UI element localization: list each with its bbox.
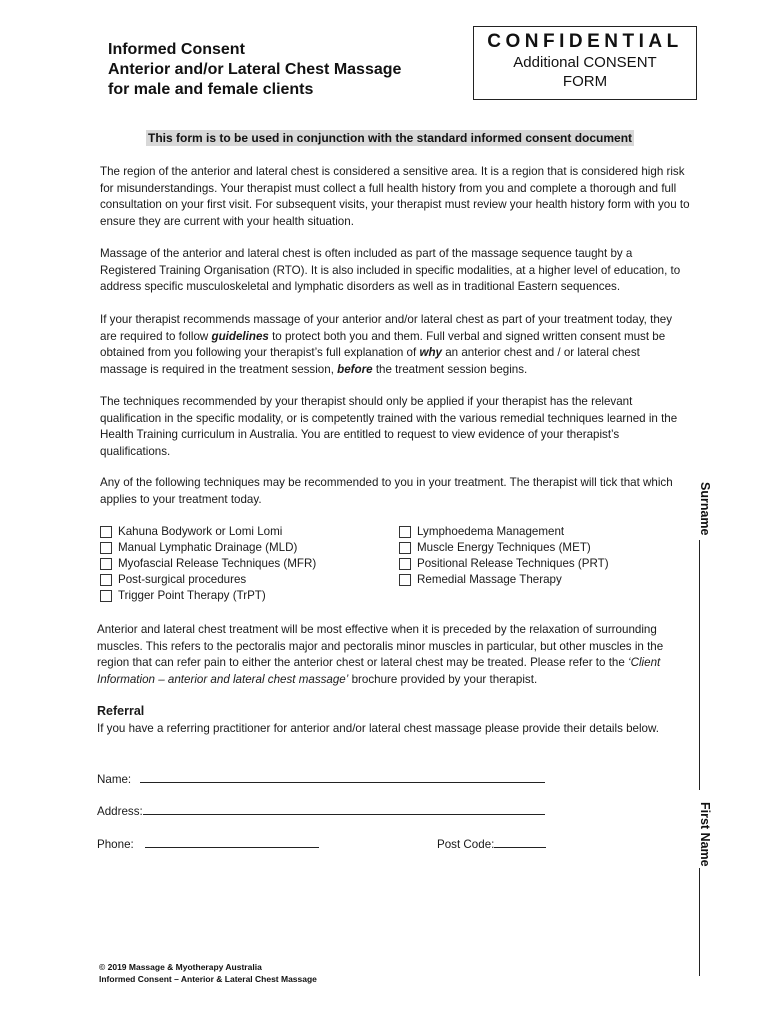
referral-name-row (97, 771, 545, 786)
technique-item[interactable]: Myofascial Release Techniques (MFR) (100, 556, 316, 572)
title-line-2: Anterior and/or Lateral Chest Massage (108, 61, 402, 78)
title-line-1: Informed Consent (108, 41, 245, 58)
guidelines-emphasis: guidelines (211, 329, 269, 343)
address-label: Address: (97, 805, 143, 818)
technique-item[interactable]: Positional Release Techniques (PRT) (399, 556, 609, 572)
referral-phone-row (97, 836, 319, 851)
first-name-label: First Name (698, 802, 712, 867)
title-line-3: for male and female clients (108, 81, 314, 98)
why-emphasis: why (419, 346, 443, 359)
address-field[interactable] (143, 803, 545, 815)
technique-item[interactable]: Post-surgical procedures (100, 572, 316, 588)
checkbox[interactable] (399, 558, 411, 570)
paragraph-1 (100, 164, 690, 230)
checkbox[interactable] (100, 526, 112, 538)
additional-consent-label: Additional CONSENT (513, 54, 657, 71)
paragraph-5 (100, 475, 680, 508)
referral-postcode-row (437, 836, 546, 851)
paragraph-3 (100, 312, 690, 378)
technique-item[interactable]: Muscle Energy Techniques (MET) (399, 540, 609, 556)
technique-item[interactable]: Lymphoedema Management (399, 524, 609, 540)
checkbox[interactable] (100, 590, 112, 602)
name-field[interactable] (140, 771, 545, 783)
techniques-right-column (399, 524, 609, 588)
checkbox[interactable] (399, 526, 411, 538)
form-label: FORM (562, 73, 608, 90)
paragraph-6-text: Anterior and lateral chest treatment will be most effective when it is preceded by the relaxation of surrounding muscles. This refers to the pectoralis major and pectoralis minor muscles in particular, but other muscles in the region that can refer pain to either the anterior chest or lateral chest may be treated. Please refer to the ‘Client Information – anterior and lateral chest massage’ brochure provided by your therapist. (97, 623, 664, 686)
first-name-field[interactable] (699, 868, 700, 976)
copyright: © 2019 Massage & Myotherapy Australia (99, 962, 262, 972)
checkbox[interactable] (399, 542, 411, 554)
paragraph-1-text: The region of the anterior and lateral chest is considered a sensitive area. It is a region that is considered high risk for misunderstandings. Your therapist must collect a full health history from you and complete a thorough and full consultation on your first visit. For subsequent visits, your therapist must review your health history form with you to ensure they are current with your health situation. (100, 165, 690, 228)
confidential-box (473, 26, 697, 100)
paragraph-5-text: Any of the following techniques may be recommended to you in your treatment. The therapist will tick that which applies to your treatment today. (100, 476, 673, 506)
referral-text: If you have a referring practitioner for anterior and/or lateral chest massage please provide their details below. (97, 722, 659, 735)
confidential-label: CONFIDENTIAL (487, 31, 683, 52)
technique-item[interactable]: Trigger Point Therapy (TrPT) (100, 588, 316, 604)
phone-field[interactable] (145, 836, 319, 848)
paragraph-4-text: The techniques recommended by your therapist should only be applied if your therapist has the relevant qualification in the specific modality, or is competently trained with the various remedial techniques learned in the Health Training curriculum in Australia. You are entitled to request to view evidence of your therapist’s qualifications. (100, 395, 678, 458)
footer (99, 961, 317, 985)
technique-item[interactable]: Kahuna Bodywork or Lomi Lomi (100, 524, 316, 540)
footer-doc-title: Informed Consent – Anterior & Lateral Chest Massage (99, 974, 317, 984)
checkbox[interactable] (100, 574, 112, 586)
paragraph-4 (100, 394, 690, 460)
checkbox[interactable] (399, 574, 411, 586)
name-label: Name: (97, 773, 132, 786)
techniques-left-column (100, 524, 316, 604)
paragraph-2 (100, 246, 690, 296)
checkbox[interactable] (100, 542, 112, 554)
before-emphasis: before (337, 362, 373, 376)
referral-heading: Referral (97, 704, 145, 718)
checkbox[interactable] (100, 558, 112, 570)
referral-address-row (97, 803, 545, 818)
brochure-title: ‘Client Information – anterior and lateral chest massage’ (97, 656, 661, 686)
technique-item[interactable]: Remedial Massage Therapy (399, 572, 609, 588)
paragraph-6 (97, 622, 687, 688)
form-title (108, 40, 448, 100)
surname-field[interactable] (699, 540, 700, 790)
paragraph-2-text: Massage of the anterior and lateral chest is often included as part of the massage sequence taught by a Registered Training Organisation (RTO). It is also included in specific modalities, at a higher level of education, to address specific musculoskeletal and lymphatic disorders as well as in traditional Eastern sequences. (100, 247, 681, 293)
surname-label: Surname (698, 482, 712, 536)
postcode-field[interactable] (494, 836, 546, 848)
postcode-label: Post Code: (437, 838, 495, 851)
technique-item[interactable]: Manual Lymphatic Drainage (MLD) (100, 540, 316, 556)
paragraph-3-text: If your therapist recommends massage of your anterior and/or lateral chest as part of your treatment today, they are required to follow guidelines to protect both you and them. Full verbal and signed written consent must be obtained from you following your therapist’s full explanation of why an anterior chest and / or lateral chest massage is required in the treatment session, before the treatment session begins. (100, 313, 673, 376)
phone-label: Phone: (97, 838, 134, 851)
notice-banner: This form is to be used in conjunction with the standard informed consent document (148, 131, 633, 145)
